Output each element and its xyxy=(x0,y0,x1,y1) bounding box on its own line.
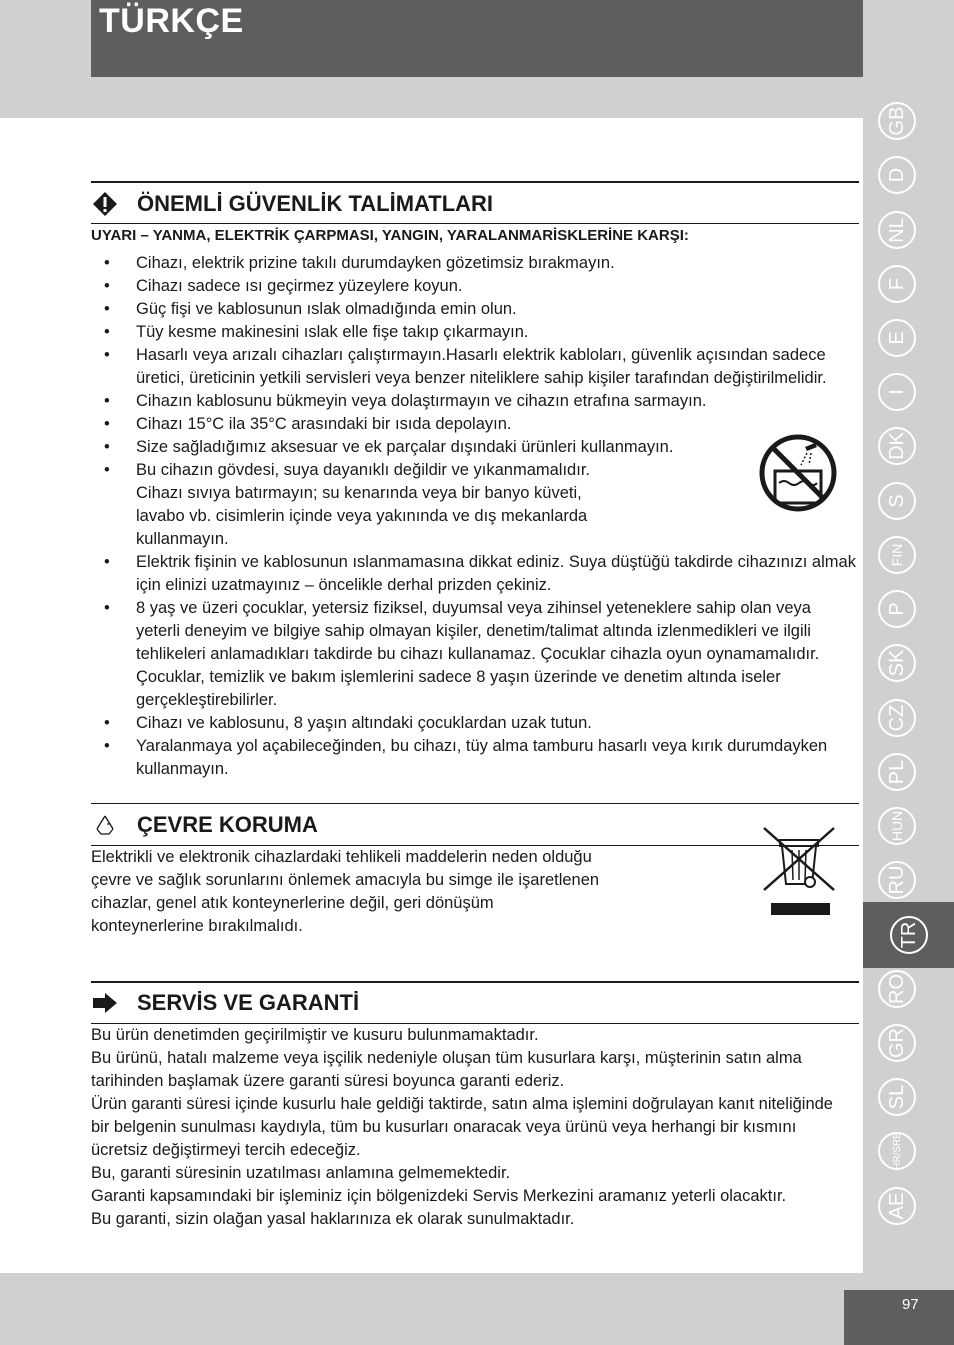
lang-tab-i[interactable]: I xyxy=(876,371,918,413)
service-heading-text: SERVİS VE GARANTİ xyxy=(137,990,360,1015)
recycle-icon xyxy=(91,811,119,839)
header-bar xyxy=(91,0,863,77)
no-water-icon xyxy=(755,433,841,518)
footer-strip xyxy=(337,1273,844,1345)
lang-tab-hr-srb[interactable]: HR/SRB xyxy=(876,1130,918,1172)
section-rule xyxy=(91,223,859,224)
lang-tab-s[interactable]: S xyxy=(876,480,918,522)
list-item: • Cihazı, elektrik prizine takılı durumdayken gözetimsiz bırakmayın. xyxy=(91,252,859,275)
lang-tab-dk[interactable]: DK xyxy=(876,425,918,467)
lang-tab-e[interactable]: E xyxy=(876,317,918,359)
lang-tab-p[interactable]: P xyxy=(876,588,918,630)
section-rule xyxy=(91,981,859,983)
list-item: • Elektrik fişinin ve kablosunun ıslanmamasına dikkat ediniz. Suya düştüğü takdirde cihazınızı almak için elinizi uzatmayınız – öncelikle derhal prizden çekiniz. xyxy=(91,551,859,597)
lang-tab-d[interactable]: D xyxy=(876,154,918,196)
language-tabs xyxy=(863,95,931,1245)
lang-tab-sk[interactable]: SK xyxy=(876,642,918,684)
list-item: • Güç fişi ve kablosunun ıslak olmadığında emin olun. xyxy=(91,298,859,321)
lang-tab-f[interactable]: F xyxy=(876,263,918,305)
environment-heading-text: ÇEVRE KORUMA xyxy=(137,812,318,837)
service-text xyxy=(91,1024,851,1231)
lang-tab-ae[interactable]: AE xyxy=(876,1185,918,1227)
environment-heading xyxy=(91,811,318,839)
lang-tab-fin[interactable]: FIN xyxy=(876,534,918,576)
section-rule xyxy=(91,803,859,804)
service-paragraph: Bu ürün denetimden geçirilmiştir ve kusuru bulunmamaktadır. xyxy=(91,1026,539,1044)
service-paragraph: Garanti kapsamındaki bir işleminiz için bölgenizdeki Servis Merkezini aramanız yeterli olacaktır. xyxy=(91,1187,787,1205)
lang-tab-cz[interactable]: CZ xyxy=(876,697,918,739)
warning-text: UYARI – YANMA, ELEKTRİK ÇARPMASI, YANGIN, YARALANMARİSKLERİNE KARŞI: xyxy=(91,227,689,244)
list-item: • Cihazın kablosunu bükmeyin veya dolaştırmayın ve cihazın etrafına sarmayın. xyxy=(91,390,859,413)
list-item: • Tüy kesme makinesini ıslak elle fişe takıp çıkarmayın. xyxy=(91,321,859,344)
environment-text: Elektrikli ve elektronik cihazlardaki tehlikeli maddelerin neden olduğu çevre ve sağlık sorunlarını önlemek amacıyla bu simge ile işaretlenen cihazlar, genel atık konteynerlerine değil, geri dönüşüm konteynerlerine bırakılmalıdı. xyxy=(91,848,600,935)
service-paragraph: Bu ürünü, hatalı malzeme veya işçilik nedeniyle oluşan tüm kusurlara karşı, müşterinin satın alma tarihinden başlamak üzere garanti süresi boyunca garanti ederiz. xyxy=(91,1049,802,1090)
lang-tab-tr[interactable]: TR xyxy=(863,902,954,968)
lang-tab-pl[interactable]: PL xyxy=(876,751,918,793)
list-item: • Cihazı 15°C ila 35°C arasındaki bir ısıda depolayın. xyxy=(91,413,859,436)
lang-tab-ru[interactable]: RU xyxy=(876,859,918,901)
lang-tab-nl[interactable]: NL xyxy=(876,209,918,251)
list-item: • Hasarlı veya arızalı cihazları çalıştırmayın.Hasarlı elektrik kabloları, güvenlik açısından sadece üretici, üreticinin yetkili servisleri veya benzer niteliklere sahip kişiler tarafından değiştirilmelidir. xyxy=(91,344,859,390)
list-item: • 8 yaş ve üzeri çocuklar, yetersiz fiziksel, duyumsal veya zihinsel yeteneklere sahip olan veya yeterli deneyim ve bilgiye sahip olmayan kişiler, denetim/talimat altında izlenmedikleri ve ilgili tehlikeleri anlamadıkları takdirde bu cihazı kullanamaz. Çocuklar cihazla oyun oynamamalıdır. Çocuklar, temizlik ve bakım işlemlerini sadece 8 yaşın üzerinde ve denetim altında iseler gerçekleştirebilirler. xyxy=(91,597,859,712)
page-number: 97 xyxy=(902,1296,919,1313)
arrow-right-icon xyxy=(91,989,119,1017)
lang-tab-ro[interactable]: RO xyxy=(876,968,918,1010)
service-paragraph: Ürün garanti süresi içinde kusurlu hale geldiği taktirde, satın alma işlemini doğrulayan kanıt niteliğinde bir belgenin sunulması kaydıyla, tüm bu kusurları onaracak veya ürünü veya herhangi bir kısmını ücretsiz değiştirmeyi tercih edeceğiz. xyxy=(91,1095,833,1159)
list-item: • Bu cihazın gövdesi, suya dayanıklı değildir ve yıkanmamalıdır. Cihazı sıvıya batırmayın; su kenarında veya bir banyo küveti, lavabo vb. cisimlerin içinde veya yakınında ve dış mekanlarda kullanmayın. xyxy=(91,459,859,551)
list-item: • Yaralanmaya yol açabileceğinden, bu cihazı, tüy alma tamburu hasarlı veya kırık durumdayken kullanmayın. xyxy=(91,735,859,781)
service-paragraph: Bu garanti, sizin olağan yasal haklarınıza ek olarak sunulmaktadır. xyxy=(91,1210,575,1228)
page-title: TÜRKÇE xyxy=(99,2,244,40)
list-item: • Cihazı ve kablosunu, 8 yaşın altındaki çocuklardan uzak tutun. xyxy=(91,712,859,735)
safety-heading-text: ÖNEMLİ GÜVENLİK TALİMATLARI xyxy=(137,191,494,216)
list-item: • Cihazı sadece ısı geçirmez yüzeylere koyun. xyxy=(91,275,859,298)
lang-tab-sl[interactable]: SL xyxy=(876,1076,918,1118)
service-heading xyxy=(91,989,359,1017)
safety-list xyxy=(91,252,859,781)
safety-heading xyxy=(91,190,493,218)
lang-tab-hun[interactable]: HUN xyxy=(876,805,918,847)
section-rule xyxy=(91,181,859,183)
service-paragraph: Bu, garanti süresinin uzatılması anlamına gelmemektedir. xyxy=(91,1164,511,1182)
lang-tab-gr[interactable]: GR xyxy=(876,1022,918,1064)
page-number-box xyxy=(844,1290,954,1345)
warning-icon xyxy=(91,190,119,218)
lang-tab-gb[interactable]: GB xyxy=(876,100,918,142)
list-item: • Size sağladığımız aksesuar ve ek parçalar dışındaki ürünleri kullanmayın. xyxy=(91,436,859,459)
crossed-bin-icon xyxy=(762,826,836,923)
